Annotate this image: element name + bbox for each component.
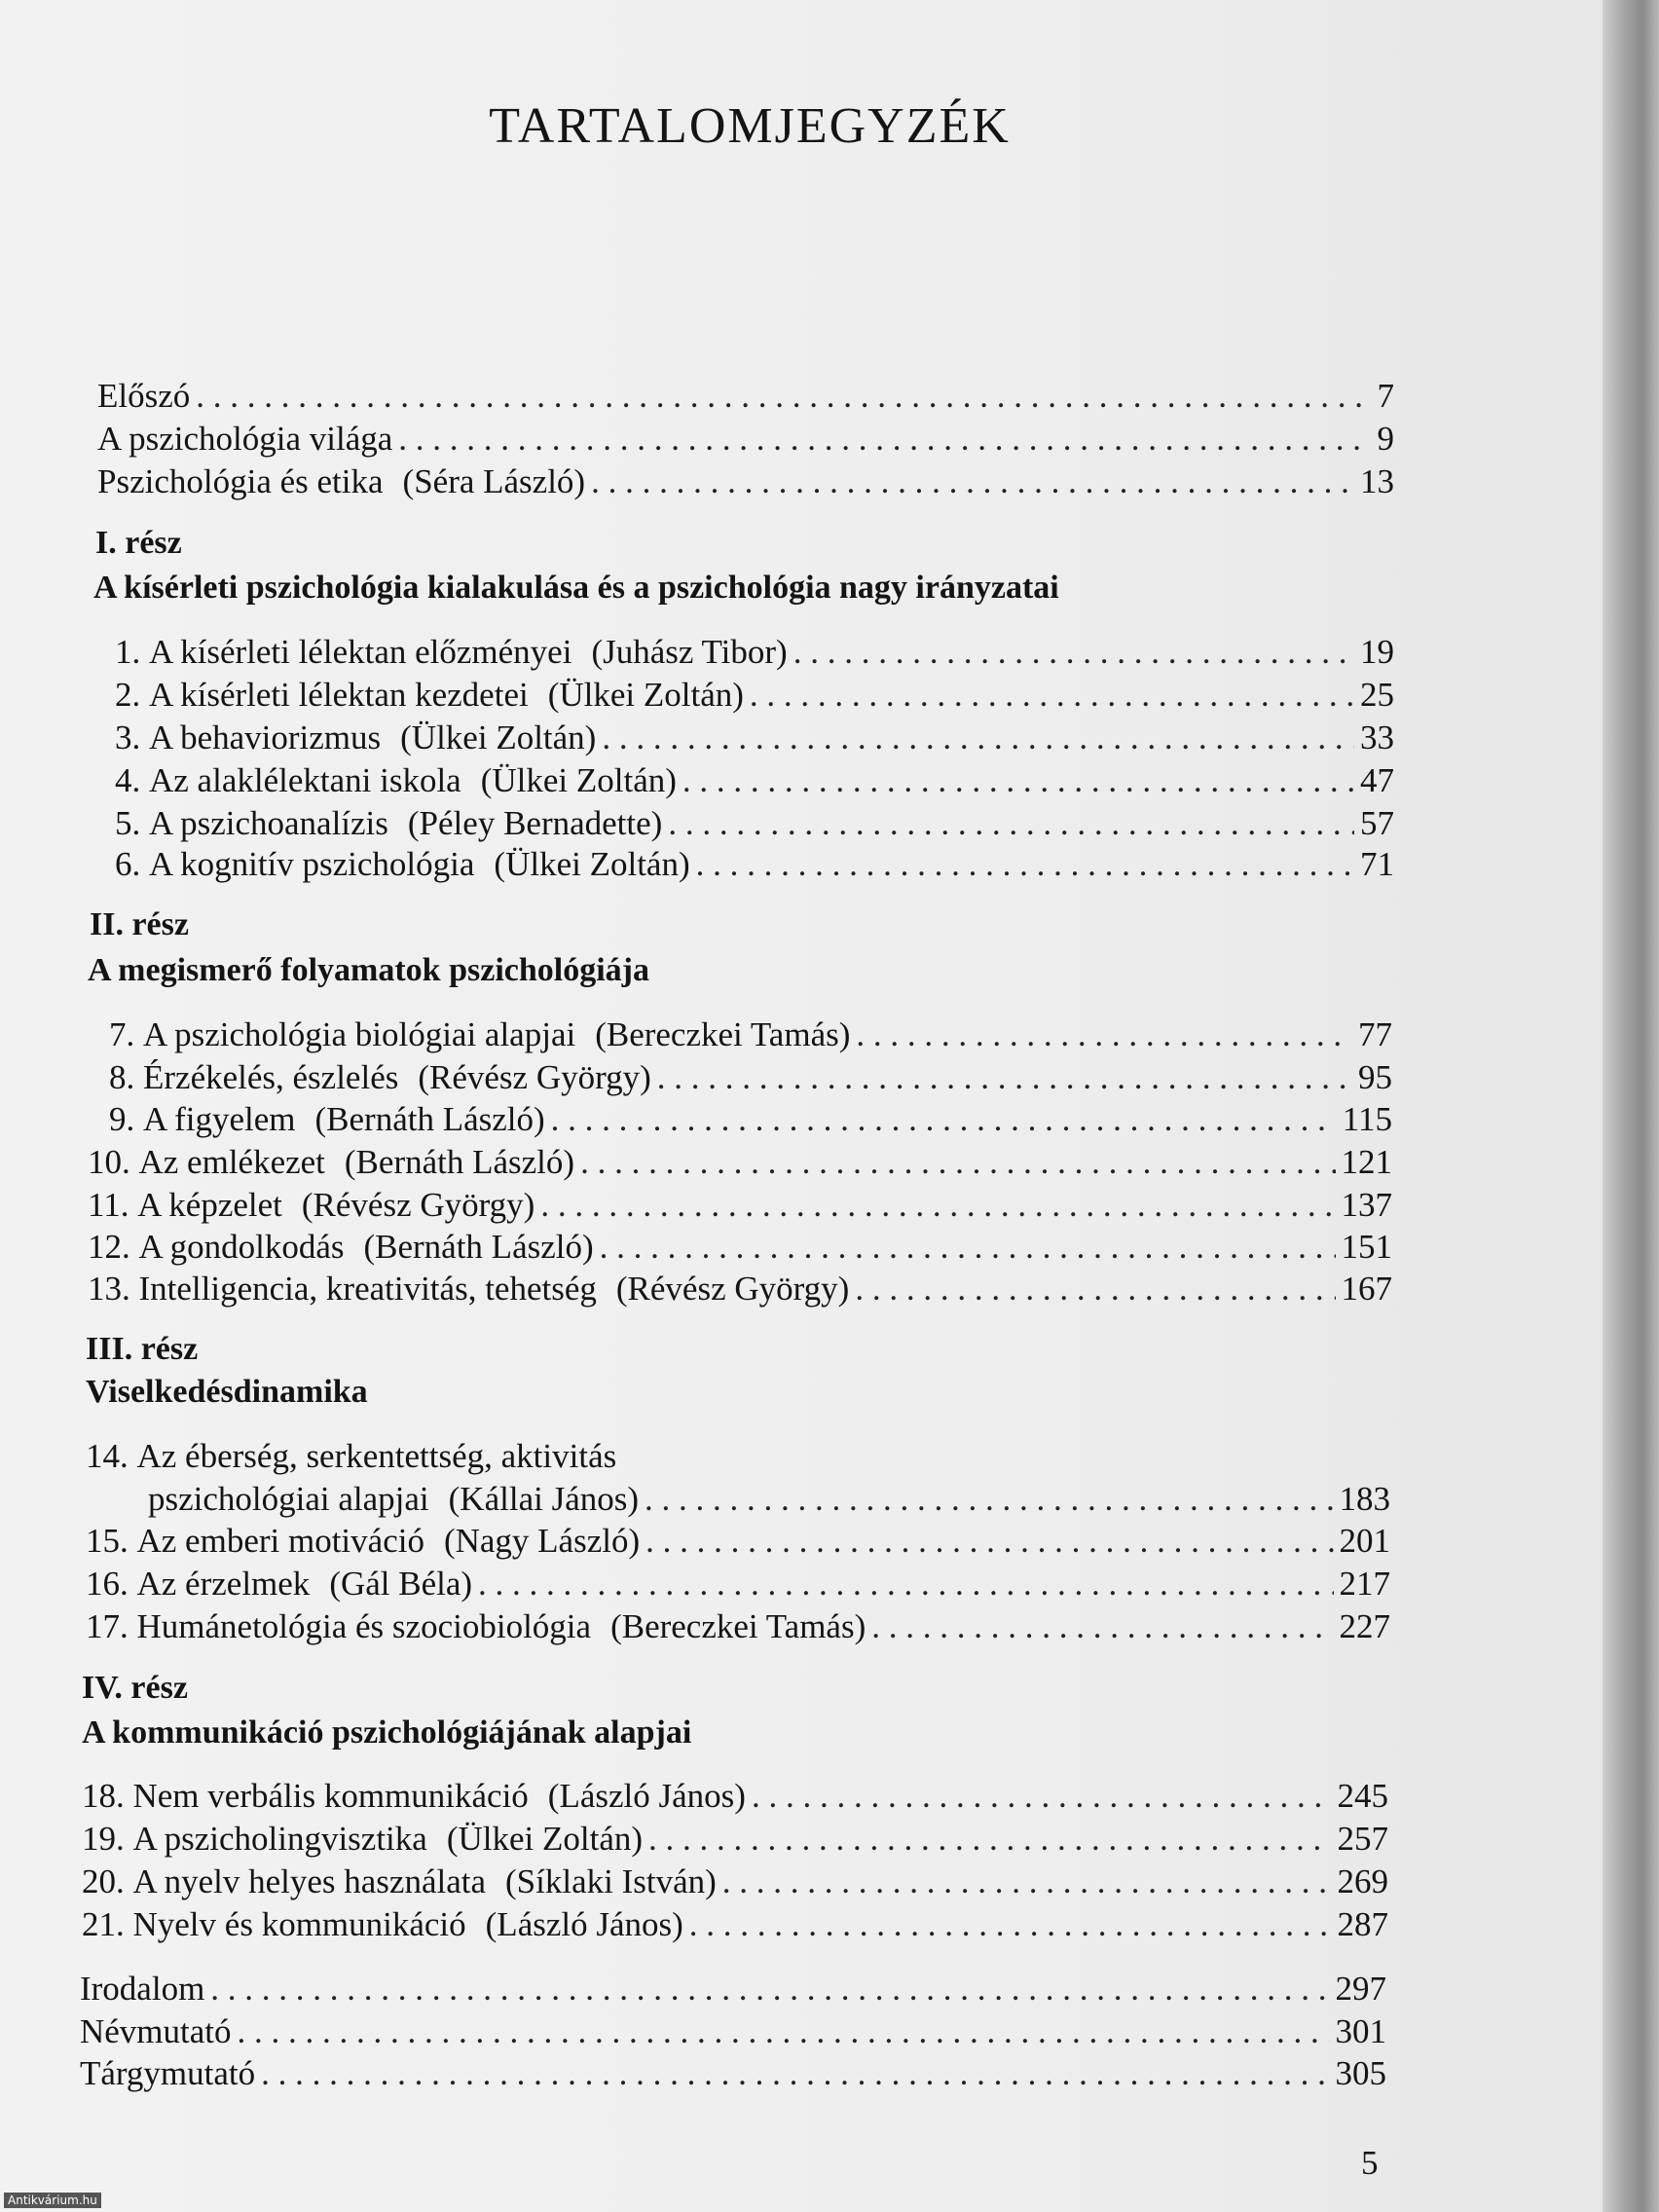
chapter-number: 10. [88, 1143, 130, 1181]
entry-author: (Bernáth László) [344, 1143, 575, 1181]
entry-author: (Bereczkei Tamás) [595, 1015, 851, 1053]
toc-entry [115, 802, 1394, 845]
part-label: IV. rész [82, 1670, 188, 1706]
entry-title: A képzelet [137, 1186, 282, 1224]
entry-author: (Nagy László) [443, 1522, 641, 1560]
entry-author: (Juhász Tibor) [591, 633, 788, 671]
entry-page: 25 [1360, 676, 1394, 714]
chapter-number: 11. [88, 1186, 129, 1224]
chapter-number: 19. [82, 1820, 125, 1858]
chapter-number: 21. [82, 1905, 125, 1943]
chapter-number: 2. [115, 676, 141, 714]
chapter-number: 8. [109, 1058, 135, 1096]
entry-title: A kísérleti lélektan előzményei [149, 633, 572, 671]
toc-entry [88, 1141, 1392, 1184]
entry-author: (Révész György) [615, 1270, 850, 1308]
chapter-number: 9. [109, 1100, 135, 1138]
dot-leader [750, 674, 1354, 717]
entry-author: (Bernáth László) [314, 1100, 545, 1138]
page-title: TARTALOMJEGYZÉK [489, 98, 1011, 154]
toc-entry [97, 461, 1394, 503]
entry-author: (László János) [485, 1905, 683, 1943]
entry-title: A pszichológia világa [97, 420, 393, 458]
entry-title: A pszichológia biológiai alapjai [143, 1015, 576, 1053]
toc-entry [80, 2010, 1386, 2053]
toc-entry [115, 631, 1394, 674]
entry-author: (Ülkei Zoltán) [400, 719, 597, 756]
toc-entry [86, 1563, 1390, 1605]
chapter-number: 6. [115, 845, 141, 883]
entry-title: Az emlékezet [138, 1143, 325, 1181]
chapter-number: 4. [115, 761, 141, 799]
chapter-number: 15. [86, 1522, 129, 1560]
entry-title: A kísérleti lélektan kezdetei [149, 676, 529, 714]
dot-leader [657, 1056, 1352, 1099]
entry-page: 13 [1360, 462, 1394, 500]
dot-leader [591, 461, 1354, 503]
toc-entry [80, 2052, 1386, 2095]
entry-author: (Gál Béla) [329, 1565, 473, 1603]
entry-page: 77 [1358, 1015, 1392, 1053]
dot-leader [602, 717, 1354, 759]
entry-page: 227 [1339, 1607, 1390, 1645]
dot-leader [855, 1268, 1335, 1310]
entry-title: Az alaklélektani iskola [149, 761, 461, 799]
entry-page: 47 [1360, 761, 1394, 799]
toc-entry [86, 1520, 1390, 1563]
entry-page: 121 [1341, 1143, 1392, 1181]
entry-title: Intelligencia, kreativitás, tehetség [138, 1270, 597, 1308]
entry-page: 217 [1339, 1565, 1390, 1603]
entry-author: (Ülkei Zoltán) [446, 1820, 644, 1858]
entry-title: Nyelv és kommunikáció [132, 1905, 466, 1943]
part-title: A kísérleti pszichológia kialakulása és a pszichológia nagy irányzatai [93, 570, 1059, 606]
dot-leader [478, 1563, 1333, 1605]
toc-entry [82, 1775, 1388, 1818]
part-label: III. rész [86, 1331, 199, 1367]
toc-entry [115, 759, 1394, 802]
dot-leader [871, 1605, 1333, 1648]
toc-entry [115, 843, 1394, 886]
chapter-number: 18. [82, 1777, 125, 1815]
dot-leader [668, 802, 1354, 845]
chapter-number: 3. [115, 719, 141, 756]
toc-entry [148, 1478, 1390, 1521]
toc-entry [109, 1056, 1392, 1099]
dot-leader [682, 759, 1354, 802]
dot-leader [196, 375, 1371, 418]
dot-leader [856, 1014, 1352, 1056]
chapter-number: 1. [115, 633, 141, 671]
chapter-title-line1 [86, 1435, 616, 1478]
book-spine [1603, 0, 1659, 2212]
part-title: Viselkedésdinamika [86, 1374, 368, 1410]
part-label: I. rész [95, 525, 182, 561]
toc-entry [82, 1818, 1388, 1861]
entry-page: 7 [1377, 377, 1394, 415]
dot-leader [238, 2010, 1330, 2053]
entry-title: Nem verbális kommunikáció [132, 1777, 529, 1815]
dot-leader [261, 2052, 1329, 2095]
entry-page: 151 [1341, 1228, 1392, 1266]
toc-entry [82, 1861, 1388, 1903]
entry-author: (Bernáth László) [363, 1228, 594, 1266]
entry-page: 115 [1342, 1100, 1392, 1138]
dot-leader [752, 1775, 1332, 1818]
entry-page: 9 [1377, 420, 1394, 458]
dot-leader [722, 1861, 1332, 1903]
dot-leader [580, 1141, 1335, 1184]
entry-title: Az emberi motiváció [136, 1522, 424, 1560]
toc-entry [109, 1014, 1392, 1056]
toc-entry [86, 1605, 1390, 1648]
entry-author: (Péley Bernadette) [407, 804, 663, 842]
entry-title: A gondolkodás [138, 1228, 345, 1266]
part-title: A megismerő folyamatok pszichológiája [88, 952, 649, 988]
entry-title: Humánetológia és szociobiológia [136, 1607, 592, 1645]
entry-author: (Révész György) [418, 1058, 651, 1096]
entry-page: 301 [1335, 2012, 1386, 2050]
toc-entry [88, 1184, 1392, 1227]
entry-page: 33 [1360, 719, 1394, 756]
entry-title: Tárgymutató [80, 2054, 256, 2092]
dot-leader [600, 1226, 1336, 1269]
part-label: II. rész [90, 906, 189, 942]
entry-author: (Révész György) [301, 1186, 535, 1224]
entry-author: (Ülkei Zoltán) [494, 845, 690, 883]
entry-author: (László János) [547, 1777, 746, 1815]
entry-page: 137 [1341, 1186, 1392, 1224]
entry-page: 245 [1337, 1777, 1388, 1815]
dot-leader [210, 1968, 1329, 2010]
entry-page: 95 [1358, 1058, 1392, 1096]
chapter-number: 14. [86, 1437, 129, 1475]
chapter-number: 5. [115, 804, 141, 842]
entry-page: 297 [1335, 1970, 1386, 2008]
page-number: 5 [1361, 2144, 1379, 2182]
toc-entry [80, 1968, 1386, 2010]
toc-entry [115, 674, 1394, 717]
entry-title-continued: pszichológiai alapjai [148, 1480, 429, 1518]
toc-entry [88, 1268, 1392, 1310]
dot-leader [551, 1098, 1337, 1141]
entry-page: 257 [1337, 1820, 1388, 1858]
toc-entry [97, 418, 1394, 461]
entry-author: (Kállai János) [448, 1480, 640, 1518]
toc-entry [115, 717, 1394, 759]
entry-page: 305 [1335, 2054, 1386, 2092]
toc-entry [82, 1903, 1388, 1946]
dot-leader [793, 631, 1354, 674]
toc-entry [97, 375, 1394, 418]
entry-title: Pszichológia és etika [97, 462, 384, 500]
entry-title: Névmutató [80, 2012, 232, 2050]
entry-page: 71 [1360, 845, 1394, 883]
dot-leader [689, 1903, 1332, 1946]
entry-page: 57 [1360, 804, 1394, 842]
entry-title: Irodalom [80, 1970, 205, 2008]
entry-author: (Ülkei Zoltán) [547, 676, 744, 714]
entry-author: (Ülkei Zoltán) [480, 761, 677, 799]
entry-page: 201 [1339, 1522, 1390, 1560]
chapter-number: 17. [86, 1607, 129, 1645]
dot-leader [540, 1184, 1335, 1227]
watermark: Antikvárium.hu [4, 2193, 101, 2208]
entry-page: 19 [1360, 633, 1394, 671]
entry-author: (Síklaki István) [505, 1862, 717, 1900]
toc-entry [88, 1226, 1392, 1269]
entry-page: 269 [1337, 1862, 1388, 1900]
entry-title: Az érzelmek [136, 1565, 311, 1603]
entry-title: A nyelv helyes használata [132, 1862, 487, 1900]
entry-title: Előszó [97, 377, 191, 415]
entry-page: 167 [1341, 1270, 1392, 1308]
entry-author: (Séra László) [402, 462, 586, 500]
dot-leader [645, 1520, 1333, 1563]
entry-title: A figyelem [143, 1100, 296, 1138]
chapter-number: 20. [82, 1862, 125, 1900]
toc-entry [109, 1098, 1392, 1141]
entry-page: 183 [1339, 1480, 1390, 1518]
entry-title: A kognitív pszichológia [149, 845, 475, 883]
chapter-number: 12. [88, 1228, 130, 1266]
entry-page: 287 [1337, 1905, 1388, 1943]
dot-leader [696, 843, 1354, 886]
dot-leader [398, 418, 1371, 461]
entry-title: A pszichoanalízis [149, 804, 388, 842]
entry-author: (Bereczkei Tamás) [610, 1607, 866, 1645]
chapter-number: 16. [86, 1565, 129, 1603]
entry-title: A behaviorizmus [149, 719, 382, 756]
entry-title: Az éberség, serkentettség, aktivitás [136, 1437, 617, 1475]
chapter-number: 7. [109, 1015, 135, 1053]
chapter-number: 13. [88, 1270, 130, 1308]
entry-title: Érzékelés, észlelés [143, 1058, 399, 1096]
entry-title: A pszicholingvisztika [132, 1820, 427, 1858]
dot-leader [645, 1478, 1333, 1521]
dot-leader [648, 1818, 1331, 1861]
part-title: A kommunikáció pszichológiájának alapjai [82, 1714, 692, 1751]
